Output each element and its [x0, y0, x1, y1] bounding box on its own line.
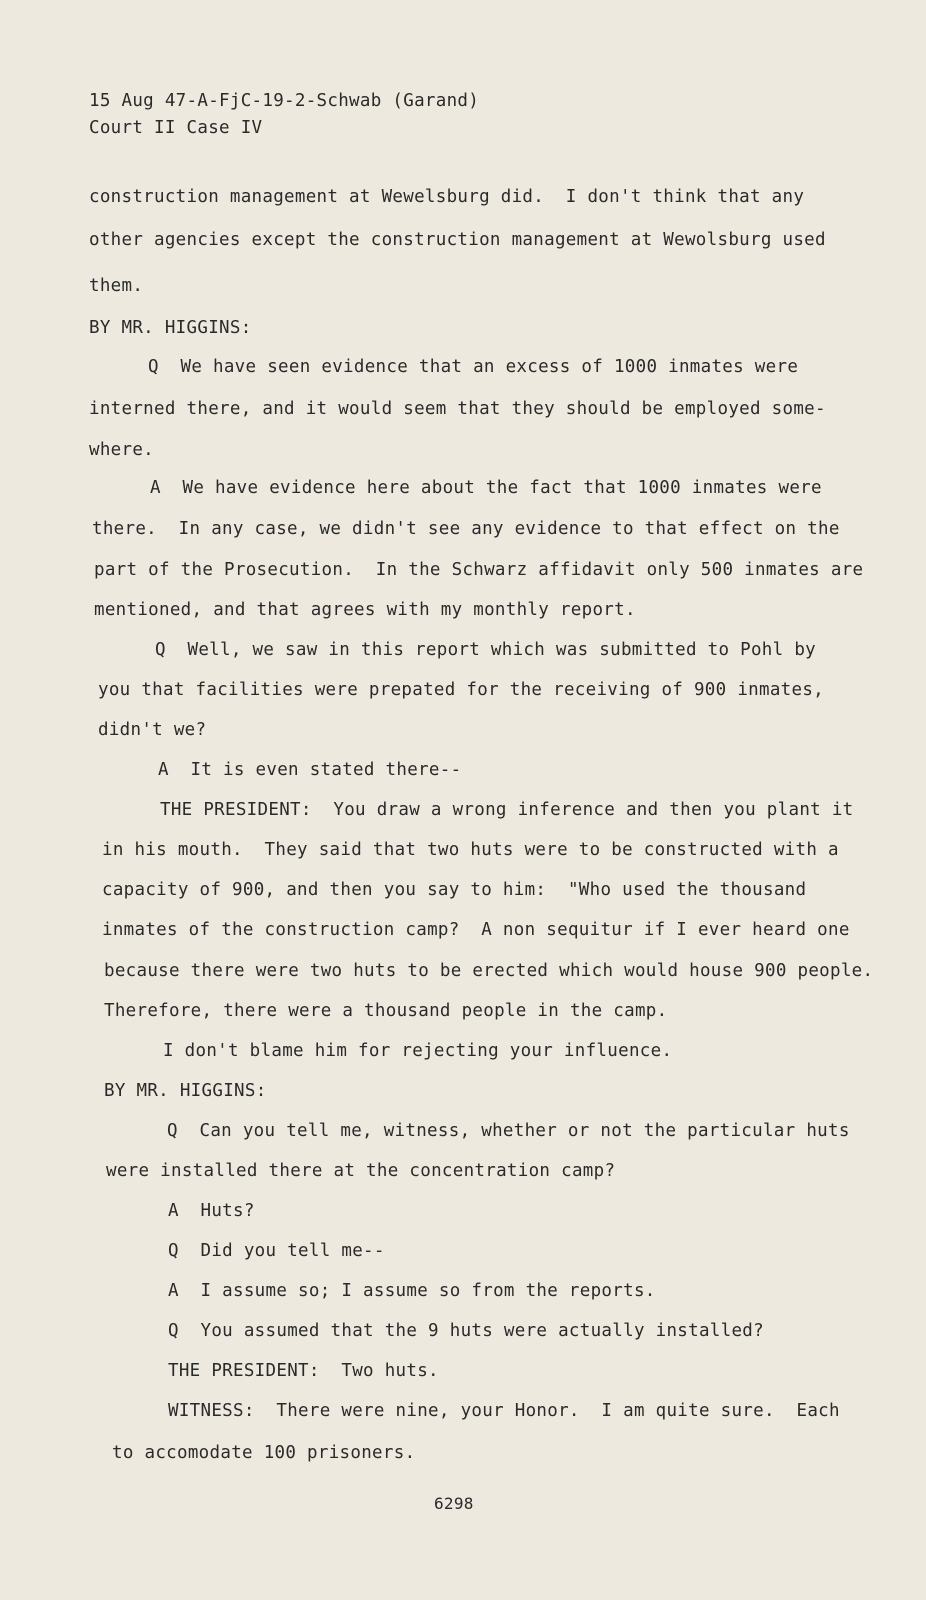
question-line: Q We have seen evidence that an excess of 1000 inmates were: [148, 357, 799, 377]
text-line: construction management at Wewelsburg did. I don't think that any: [89, 187, 805, 207]
question-line: Q Can you tell me, witness, whether or not the particular huts: [167, 1121, 850, 1141]
question-line: Q Did you tell me--: [168, 1241, 385, 1261]
text-line: capacity of 900, and then you say to him: "Who used the thousand: [102, 880, 807, 900]
question-line: Q You assumed that the 9 huts were actually installed?: [168, 1321, 764, 1341]
text-line: didn't we?: [98, 720, 207, 740]
text-line: you that facilities were prepated for the receiving of 900 inmates,: [98, 680, 825, 700]
text-line: mentioned, and that agrees with my monthly report.: [94, 600, 636, 620]
text-line: because there were two huts to be erected which would house 900 people.: [104, 961, 874, 981]
page-number: 6298: [434, 1494, 474, 1513]
text-line: Therefore, there were a thousand people in the camp.: [104, 1001, 668, 1021]
text-line: in his mouth. They said that two huts were to be constructed with a: [102, 840, 839, 860]
speaker-line: THE PRESIDENT: You draw a wrong inference and then you plant it: [160, 800, 854, 820]
speaker-heading: BY MR. HIGGINS:: [104, 1081, 267, 1101]
text-line: I don't blame him for rejecting your influence.: [163, 1041, 673, 1061]
text-line: where.: [89, 440, 155, 460]
answer-line: A It is even stated there--: [158, 760, 462, 780]
answer-line: A Huts?: [168, 1201, 255, 1221]
text-line: inmates of the construction camp? A non sequitur if I ever heard one: [102, 920, 850, 940]
answer-line: A I assume so; I assume so from the reports.: [168, 1281, 656, 1301]
text-line: to accomodate 100 prisoners.: [112, 1443, 416, 1463]
text-line: other agencies except the construction management at Wewolsburg used: [89, 230, 826, 250]
header-case-reference: 15 Aug 47-A-FjC-19-2-Schwab (Garand): [89, 91, 480, 111]
text-line: part of the Prosecution. In the Schwarz affidavit only 500 inmates are: [94, 560, 864, 580]
header-court-case: Court II Case IV: [89, 118, 263, 138]
speaker-heading: BY MR. HIGGINS:: [89, 318, 252, 338]
speaker-line: THE PRESIDENT: Two huts.: [168, 1361, 439, 1381]
answer-line: A We have evidence here about the fact that 1000 inmates were: [150, 478, 822, 498]
text-line: were installed there at the concentration camp?: [106, 1161, 616, 1181]
speaker-line: WITNESS: There were nine, your Honor. I am quite sure. Each: [168, 1401, 840, 1421]
document-header: [89, 88, 479, 142]
question-line: Q Well, we saw in this report which was submitted to Pohl by: [155, 640, 816, 660]
text-line: them.: [89, 276, 144, 296]
text-line: there. In any case, we didn't see any evidence to that effect on the: [92, 519, 840, 539]
text-line: interned there, and it would seem that they should be employed some-: [89, 399, 826, 419]
